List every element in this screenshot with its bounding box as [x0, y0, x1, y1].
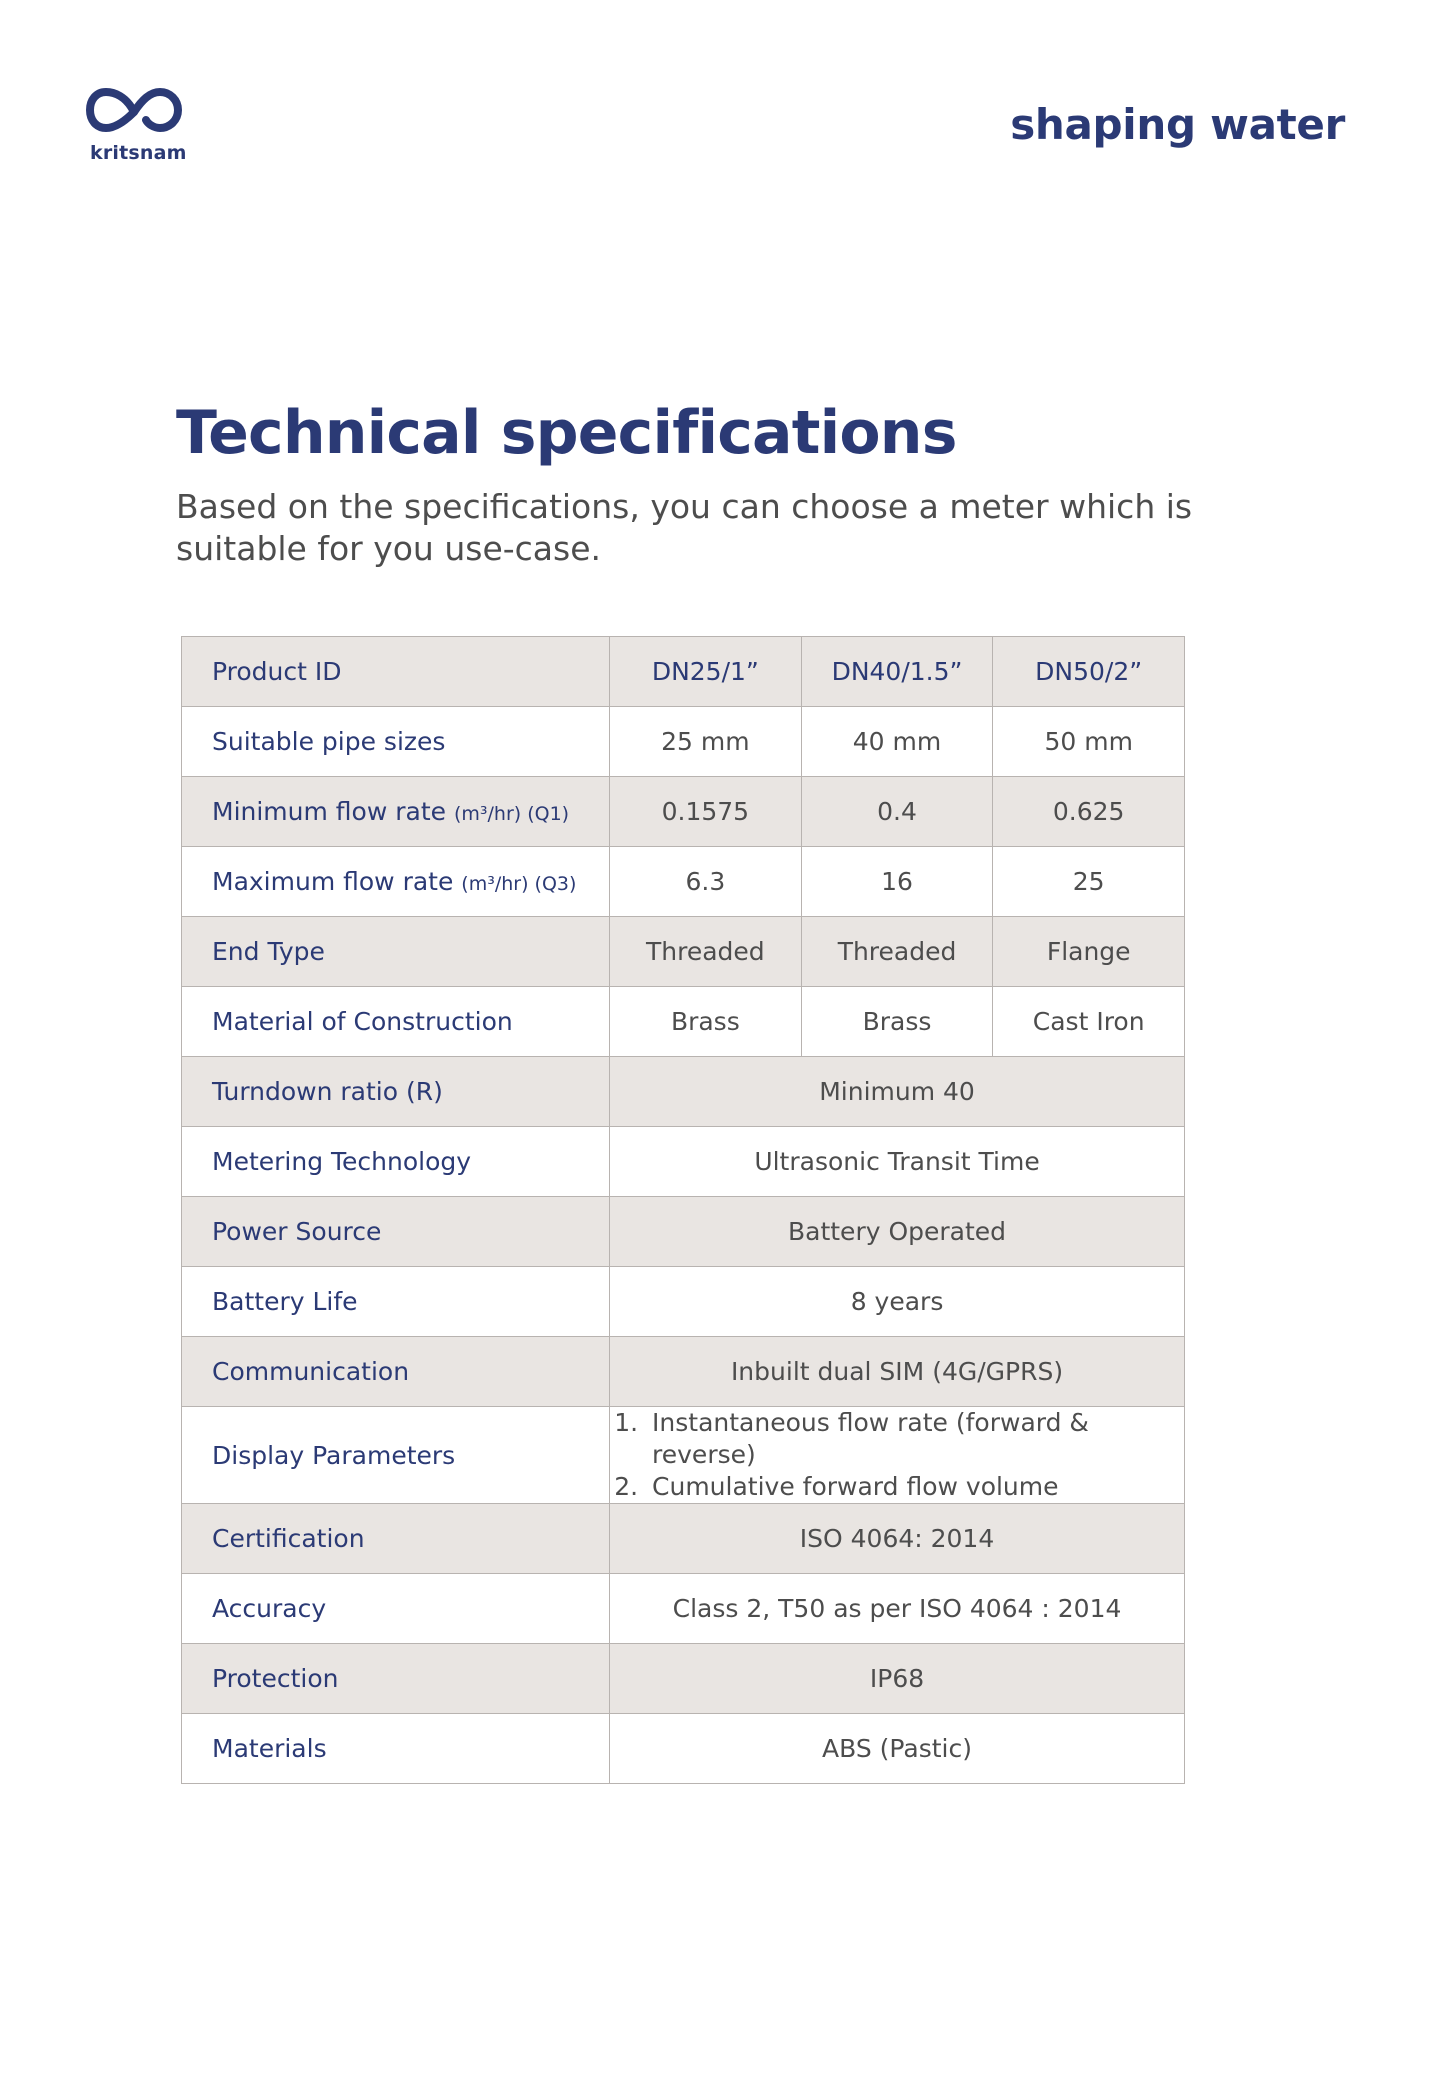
table-row	[182, 1337, 1185, 1407]
cell-value: 16	[801, 847, 993, 917]
table-row	[182, 707, 1185, 777]
table-row	[182, 987, 1185, 1057]
table-row	[182, 777, 1185, 847]
cell-value: ISO 4064: 2014	[610, 1504, 1185, 1574]
cell-value: Minimum 40	[610, 1057, 1185, 1127]
cell-value: 6.3	[610, 847, 802, 917]
table-row	[182, 1127, 1185, 1197]
table-row	[182, 917, 1185, 987]
table-row	[182, 1714, 1185, 1784]
table-row	[182, 1504, 1185, 1574]
cell-value	[610, 1407, 1185, 1504]
cell-value: Flange	[993, 917, 1185, 987]
cell-value: Cast Iron	[993, 987, 1185, 1057]
row-label: Materials	[182, 1714, 610, 1784]
display-parameters-list	[610, 1407, 1184, 1503]
row-label: Accuracy	[182, 1574, 610, 1644]
cell-value: IP68	[610, 1644, 1185, 1714]
table-row	[182, 1057, 1185, 1127]
row-label-unit: (m³/hr) (Q3)	[461, 873, 577, 895]
row-label	[182, 777, 610, 847]
brand-logo	[86, 86, 187, 164]
column-header: DN25/1”	[610, 637, 802, 707]
list-item: 2. Cumulative forward flow volume	[646, 1471, 1184, 1503]
cell-value: 50 mm	[993, 707, 1185, 777]
page-subtitle: Based on the specifications, you can choose a meter which is suitable for you use-case.	[176, 487, 1193, 568]
row-label: Communication	[182, 1337, 610, 1407]
table-header-row	[182, 637, 1185, 707]
infinity-logo-icon	[86, 86, 182, 138]
row-label-text: Maximum flow rate	[212, 867, 462, 896]
cell-value: Battery Operated	[610, 1197, 1185, 1267]
cell-value: 25 mm	[610, 707, 802, 777]
table-row	[182, 1407, 1185, 1504]
cell-value: ABS (Pastic)	[610, 1714, 1185, 1784]
row-label: Material of Construction	[182, 987, 610, 1057]
row-label: Battery Life	[182, 1267, 610, 1337]
logo-text: kritsnam	[90, 142, 187, 164]
header-label: Product ID	[182, 637, 610, 707]
table-row	[182, 1644, 1185, 1714]
table-row	[182, 847, 1185, 917]
row-label-text: Minimum flow rate	[212, 797, 454, 826]
row-label-unit: (m³/hr) (Q1)	[453, 803, 570, 825]
cell-value: Threaded	[610, 917, 802, 987]
cell-value: Threaded	[801, 917, 993, 987]
row-label: Turndown ratio (R)	[182, 1057, 610, 1127]
cell-value: 0.625	[993, 777, 1185, 847]
table-row	[182, 1267, 1185, 1337]
cell-value: 0.4	[801, 777, 993, 847]
cell-value: Brass	[610, 987, 802, 1057]
cell-value: Ultrasonic Transit Time	[610, 1127, 1185, 1197]
table-row	[182, 1197, 1185, 1267]
row-label: Certification	[182, 1504, 610, 1574]
list-item: 1. Instantaneous flow rate (forward & reverse)	[646, 1407, 1184, 1471]
column-header: DN50/2”	[993, 637, 1185, 707]
row-label: End Type	[182, 917, 610, 987]
row-label: Suitable pipe sizes	[182, 707, 610, 777]
cell-value: 8 years	[610, 1267, 1185, 1337]
row-label: Display Parameters	[182, 1407, 610, 1504]
row-label: Power Source	[182, 1197, 610, 1267]
specifications-table	[181, 636, 1185, 1784]
row-label: Metering Technology	[182, 1127, 610, 1197]
cell-value: 25	[993, 847, 1185, 917]
cell-value: 0.1575	[610, 777, 802, 847]
cell-value: 40 mm	[801, 707, 993, 777]
brand-tagline: shaping water	[1010, 100, 1345, 149]
table-row	[182, 1574, 1185, 1644]
row-label: Protection	[182, 1644, 610, 1714]
cell-value: Brass	[801, 987, 993, 1057]
cell-value: Class 2, T50 as per ISO 4064 : 2014	[610, 1574, 1185, 1644]
page-title: Technical specifications	[176, 398, 957, 468]
row-label	[182, 847, 610, 917]
cell-value: Inbuilt dual SIM (4G/GPRS)	[610, 1337, 1185, 1407]
column-header: DN40/1.5”	[801, 637, 993, 707]
